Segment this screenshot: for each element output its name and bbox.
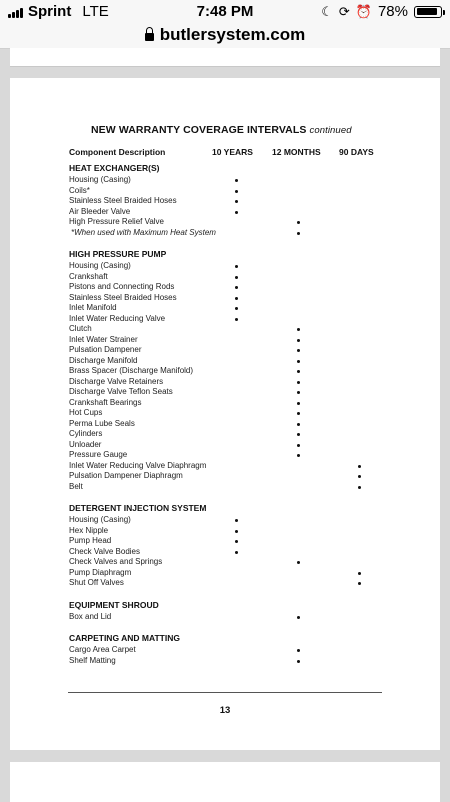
component-name: High Pressure Relief Valve <box>69 217 165 226</box>
component-name: Unloader <box>69 439 102 449</box>
coverage-bullet-icon <box>235 540 238 543</box>
component-row <box>69 293 409 304</box>
component-row <box>69 196 409 207</box>
component-name: Inlet Water Reducing Valve Diaphragm <box>69 460 207 470</box>
coverage-bullet-icon <box>235 530 238 533</box>
column-header-10-years: 10 YEARS <box>212 147 253 157</box>
component-row <box>69 314 409 325</box>
coverage-bullet-icon <box>297 433 300 436</box>
component-name: Stainless Steel Braided Hoses <box>69 292 177 302</box>
carrier-name: Sprint <box>28 3 72 20</box>
component-name: Shelf Matting <box>69 655 116 665</box>
component-row <box>69 656 409 667</box>
coverage-bullet-icon <box>235 265 238 268</box>
component-name: Cargo Area Carpet <box>69 645 136 654</box>
component-row <box>69 568 409 579</box>
component-name: Crankshaft <box>69 271 108 281</box>
coverage-bullet-icon <box>297 349 300 352</box>
component-row <box>69 272 409 283</box>
coverage-bullet-icon <box>235 519 238 522</box>
coverage-bullet-icon <box>235 276 238 279</box>
coverage-bullet-icon <box>297 381 300 384</box>
lock-icon <box>145 33 154 41</box>
component-name: Hex Nipple <box>69 525 109 535</box>
coverage-bullet-icon <box>358 465 361 468</box>
component-name: Discharge Manifold <box>69 355 138 365</box>
coverage-section <box>69 249 409 492</box>
component-row <box>69 345 409 356</box>
coverage-bullet-icon <box>235 307 238 310</box>
battery-icon <box>414 6 442 18</box>
component-row <box>69 440 409 451</box>
status-time: 7:48 PM <box>196 3 254 20</box>
component-row <box>69 557 409 568</box>
component-name: Crankshaft Bearings <box>69 397 142 407</box>
component-name: Hot Cups <box>69 408 103 417</box>
coverage-bullet-icon <box>297 339 300 342</box>
component-row <box>69 526 409 537</box>
component-row <box>69 408 409 419</box>
component-row <box>69 612 409 623</box>
coverage-bullet-icon <box>235 551 238 554</box>
component-row <box>69 578 409 589</box>
coverage-bullet-icon <box>297 423 300 426</box>
component-name: Pulsation Dampener Diaphragm <box>69 471 183 480</box>
component-row <box>69 217 409 228</box>
coverage-bullet-icon <box>358 475 361 478</box>
component-name: Cylinders <box>69 429 103 438</box>
coverage-bullet-icon <box>235 179 238 182</box>
component-name: Shut Off Valves <box>69 578 124 587</box>
component-name: Pistons and Connecting Rods <box>69 282 175 291</box>
component-row <box>69 461 409 472</box>
coverage-bullet-icon <box>358 486 361 489</box>
coverage-bullet-icon <box>235 318 238 321</box>
component-row <box>69 450 409 461</box>
component-row <box>69 515 409 526</box>
component-name: Check Valves and Springs <box>69 557 163 566</box>
coverage-bullet-icon <box>297 402 300 405</box>
coverage-bullet-icon <box>235 190 238 193</box>
column-header-description: Component Description <box>69 147 166 157</box>
coverage-bullet-icon <box>297 221 300 224</box>
status-right <box>321 3 442 20</box>
coverage-bullet-icon <box>235 286 238 289</box>
moon-icon: ☾ <box>321 3 333 19</box>
next-page-fragment <box>10 762 440 802</box>
section-title: EQUIPMENT SHROUD <box>69 599 159 610</box>
component-row <box>69 303 409 314</box>
url-text[interactable]: butlersystem.com <box>159 25 306 44</box>
component-name: Air Bleeder Valve <box>69 206 131 216</box>
component-row <box>69 186 409 197</box>
component-row <box>69 356 409 367</box>
coverage-bullet-icon <box>297 370 300 373</box>
component-row <box>69 335 409 346</box>
footer-divider <box>68 692 382 693</box>
coverage-section <box>69 503 409 589</box>
component-name: Pump Head <box>69 536 112 545</box>
component-row <box>69 175 409 186</box>
document-page <box>10 78 440 750</box>
status-bar <box>0 0 450 24</box>
component-row <box>69 471 409 482</box>
component-row <box>69 282 409 293</box>
component-name: Coils* <box>69 185 90 195</box>
coverage-section <box>69 600 409 623</box>
footnote-text: *When used with Maximum Heat System <box>71 227 216 237</box>
component-name: Discharge Valve Teflon Seats <box>69 387 173 396</box>
component-row <box>69 366 409 377</box>
coverage-bullet-icon <box>297 660 300 663</box>
alarm-icon: ⏰ <box>355 3 372 19</box>
coverage-bullet-icon <box>358 582 361 585</box>
coverage-table <box>69 163 409 677</box>
component-name: Belt <box>69 481 83 491</box>
component-row <box>69 261 409 272</box>
network-type: LTE <box>82 3 109 20</box>
coverage-bullet-icon <box>297 649 300 652</box>
coverage-bullet-icon <box>297 616 300 619</box>
coverage-bullet-icon <box>297 360 300 363</box>
component-row <box>69 547 409 558</box>
rotation-lock-icon: ⟳ <box>338 3 350 19</box>
component-name: Housing (Casing) <box>69 515 131 524</box>
previous-page-fragment <box>10 48 440 67</box>
section-title: HEAT EXCHANGER(S) <box>69 163 160 173</box>
url-bar[interactable] <box>0 24 450 49</box>
section-title: DETERGENT INJECTION SYSTEM <box>69 503 207 513</box>
coverage-bullet-icon <box>358 572 361 575</box>
component-name: Stainless Steel Braided Hoses <box>69 196 177 205</box>
coverage-bullet-icon <box>235 211 238 214</box>
component-row <box>69 207 409 218</box>
component-name: Pressure Gauge <box>69 450 128 459</box>
coverage-section <box>69 633 409 666</box>
coverage-bullet-icon <box>297 232 300 235</box>
component-name: Inlet Manifold <box>69 303 117 312</box>
battery-percent: 78% <box>377 3 408 20</box>
coverage-section <box>69 163 409 238</box>
column-header-90-days: 90 DAYS <box>339 147 374 157</box>
component-row <box>69 419 409 430</box>
coverage-bullet-icon <box>297 391 300 394</box>
coverage-bullet-icon <box>235 200 238 203</box>
component-row <box>69 645 409 656</box>
page-title-suffix: continued <box>309 125 352 136</box>
component-name: Discharge Valve Retainers <box>69 376 164 386</box>
coverage-bullet-icon <box>297 454 300 457</box>
component-row <box>69 429 409 440</box>
section-title: HIGH PRESSURE PUMP <box>69 249 167 259</box>
component-name: Pump Diaphragm <box>69 567 132 577</box>
component-name: Perma Lube Seals <box>69 418 135 428</box>
page-title <box>91 124 352 136</box>
page-number: 13 <box>219 705 231 716</box>
component-row <box>69 377 409 388</box>
coverage-bullet-icon <box>297 412 300 415</box>
coverage-bullet-icon <box>235 297 238 300</box>
component-name: Housing (Casing) <box>69 261 131 270</box>
section-title: CARPETING AND MATTING <box>69 633 180 643</box>
component-name: Check Valve Bodies <box>69 546 140 556</box>
component-row <box>69 387 409 398</box>
component-name: Housing (Casing) <box>69 175 131 184</box>
component-name: Pulsation Dampener <box>69 345 142 354</box>
component-row <box>69 536 409 547</box>
component-name: Box and Lid <box>69 611 112 621</box>
component-row <box>69 398 409 409</box>
component-row <box>69 482 409 493</box>
component-row <box>69 228 409 239</box>
page-title-text: NEW WARRANTY COVERAGE INTERVALS <box>91 124 307 136</box>
component-row <box>69 324 409 335</box>
coverage-bullet-icon <box>297 561 300 564</box>
component-name: Inlet Water Strainer <box>69 334 138 344</box>
coverage-bullet-icon <box>297 328 300 331</box>
component-name: Clutch <box>69 324 92 333</box>
column-header-12-months: 12 MONTHS <box>272 147 321 157</box>
component-name: Inlet Water Reducing Valve <box>69 313 166 323</box>
component-name: Brass Spacer (Discharge Manifold) <box>69 366 194 375</box>
coverage-bullet-icon <box>297 444 300 447</box>
